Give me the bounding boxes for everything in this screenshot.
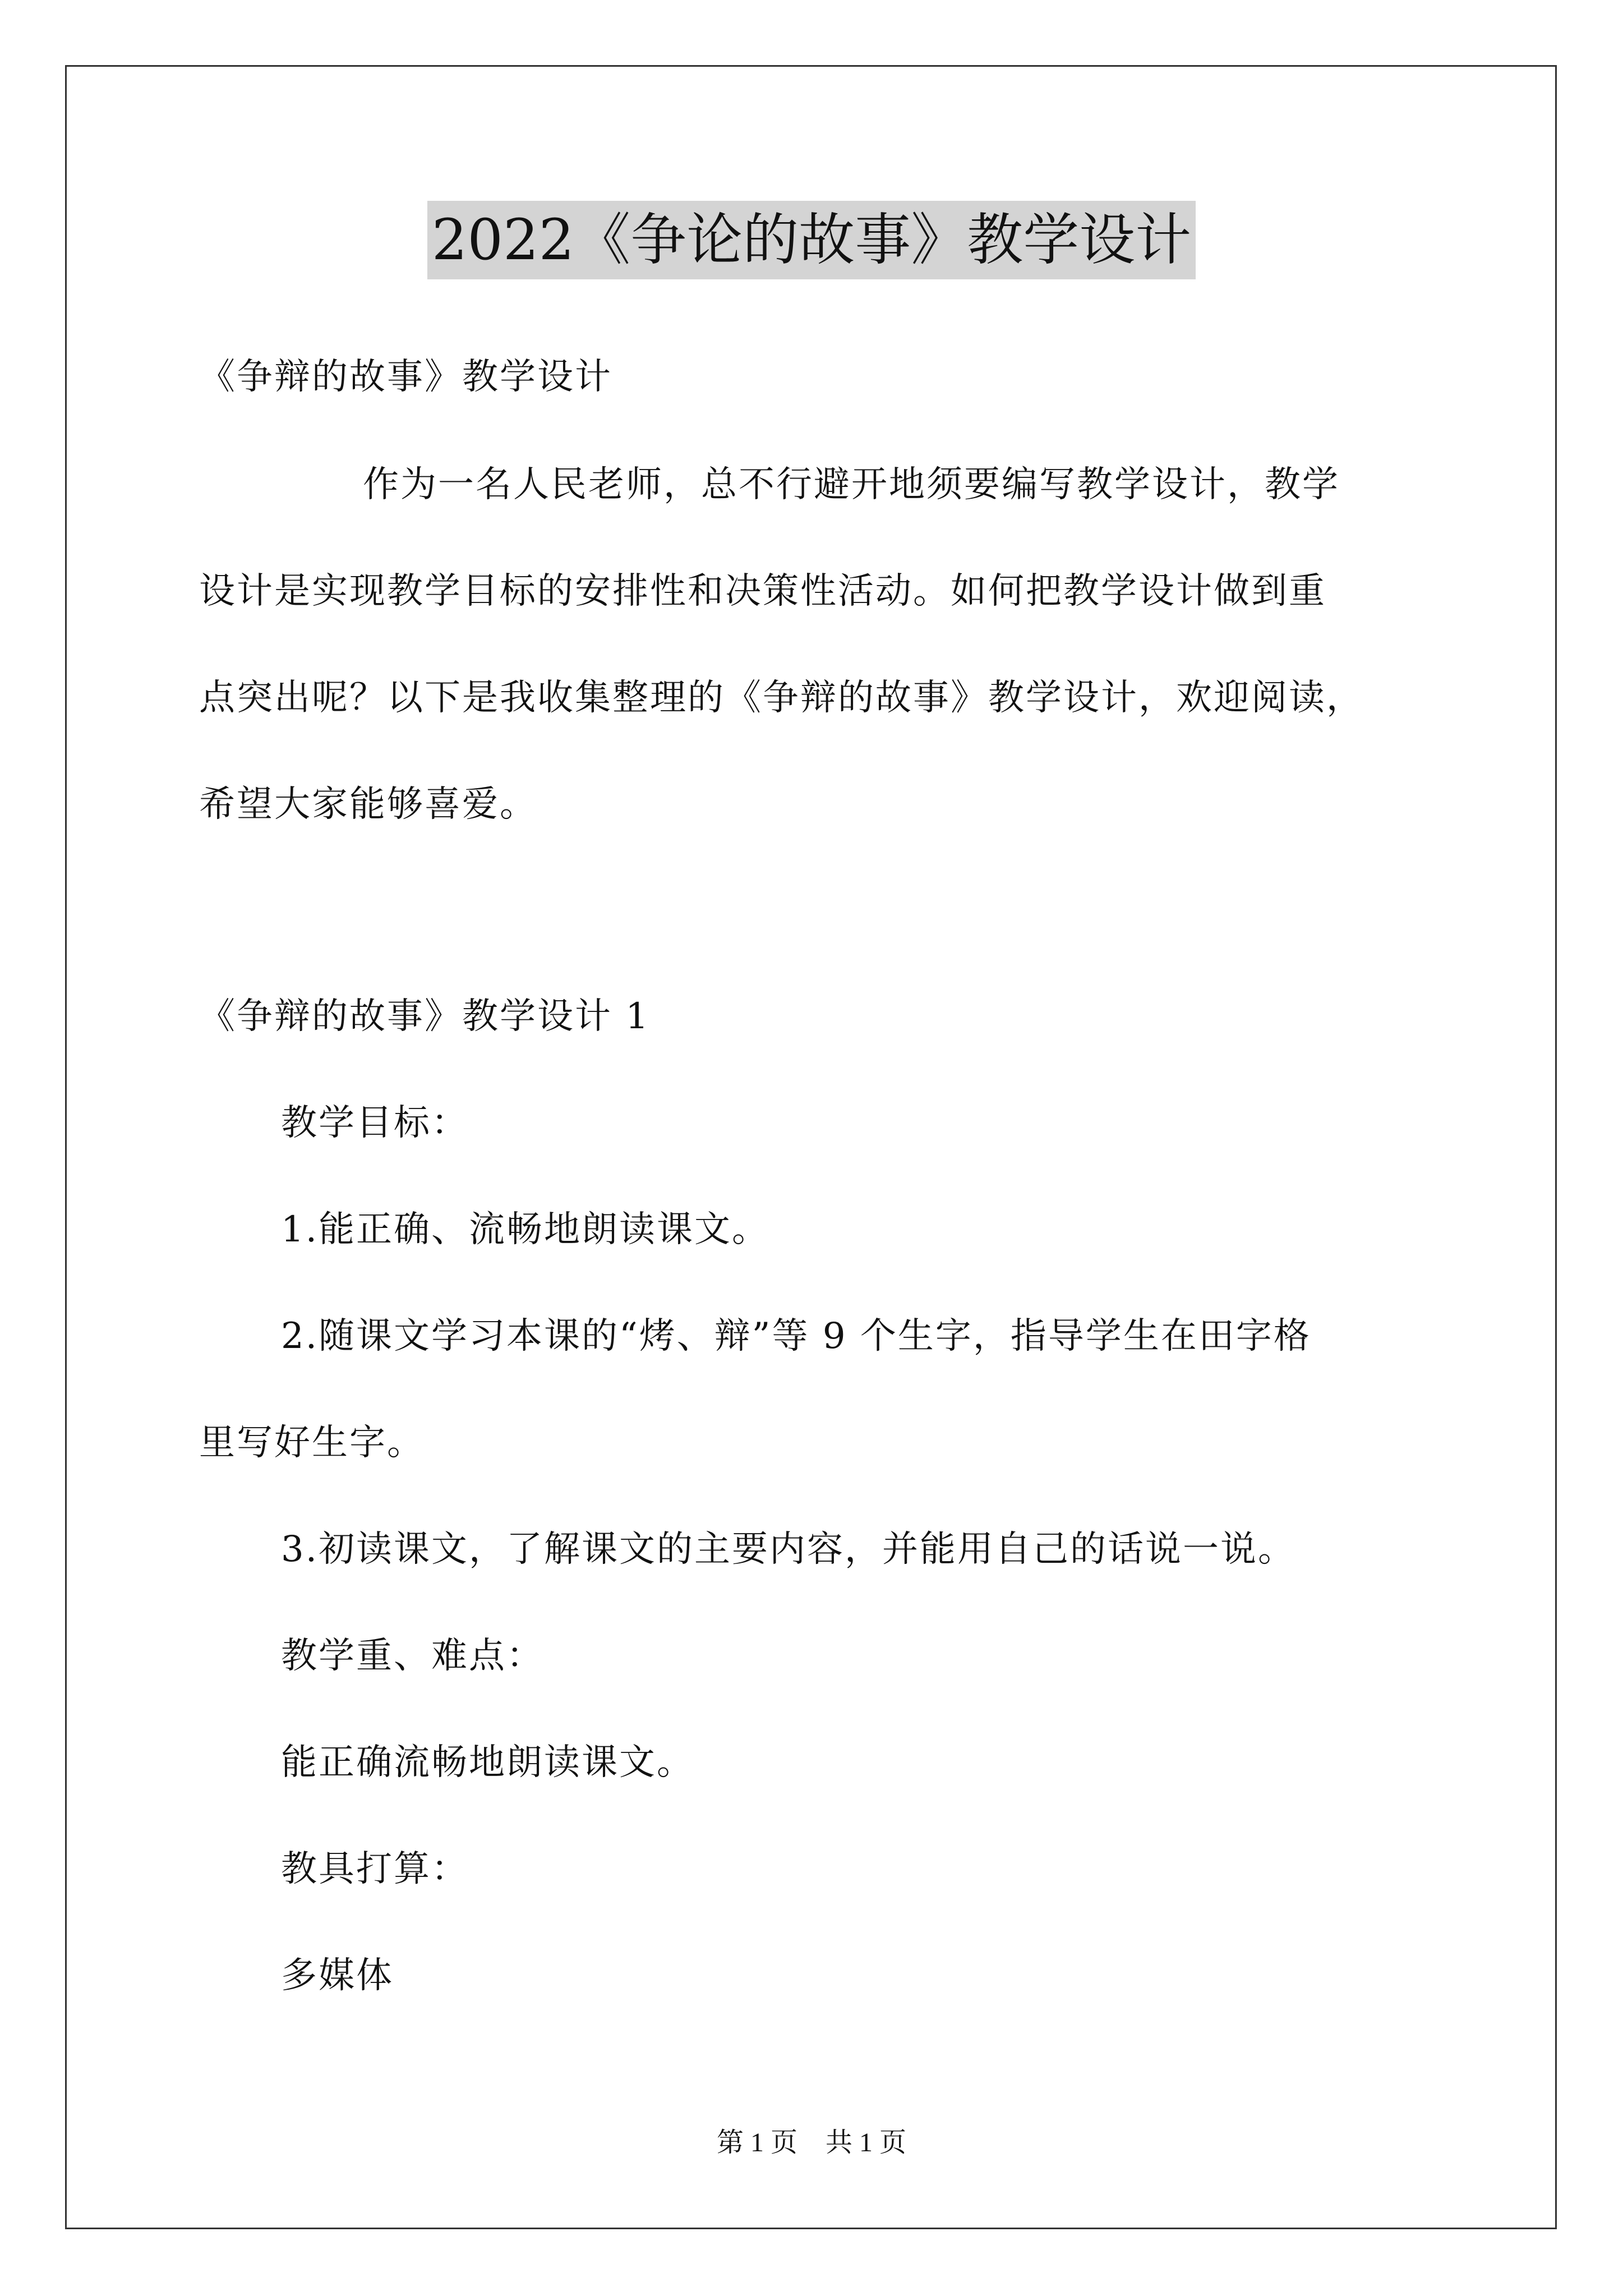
document-title: 2022《争论的故事》教学设计 (427, 201, 1196, 279)
key-points-heading: 教学重、难点： (281, 1635, 544, 1677)
page-footer (0, 2126, 1623, 2160)
goals-heading: 教学目标： (281, 1102, 469, 1144)
document-subtitle: 《争辩的故事》教学设计 (199, 356, 612, 398)
goal-3: 3.初读课文，了解课文的主要内容，并能用自己的话说一说。 (281, 1529, 1296, 1570)
materials: 多媒体 (281, 1955, 394, 1996)
intro-line-1: 作为一名人民老师，总不行避开地须要编写教学设计，教学 (363, 464, 1340, 505)
page-total: 共 1 页 (826, 2128, 907, 2157)
intro-line-2: 设计是实现教学目标的安排性和决策性活动。如何把教学设计做到重 (199, 570, 1326, 612)
title-wrap (0, 201, 1623, 279)
page-number: 第 1 页 (716, 2128, 797, 2157)
intro-line-3: 点突出呢？以下是我收集整理的《争辩的故事》教学设计，欢迎阅读， (199, 677, 1364, 719)
goal-2-line-1: 2.随课文学习本课的“烤、辩”等 9 个生字，指导学生在田字格 (281, 1315, 1311, 1357)
goal-1: 1.能正确、流畅地朗读课文。 (281, 1209, 770, 1250)
section-heading: 《争辩的故事》教学设计 1 (199, 996, 651, 1037)
key-points: 能正确流畅地朗读课文。 (281, 1742, 694, 1783)
goal-2-line-2: 里写好生字。 (199, 1422, 425, 1464)
intro-line-4: 希望大家能够喜爱。 (199, 784, 537, 825)
materials-heading: 教具打算： (281, 1848, 469, 1890)
